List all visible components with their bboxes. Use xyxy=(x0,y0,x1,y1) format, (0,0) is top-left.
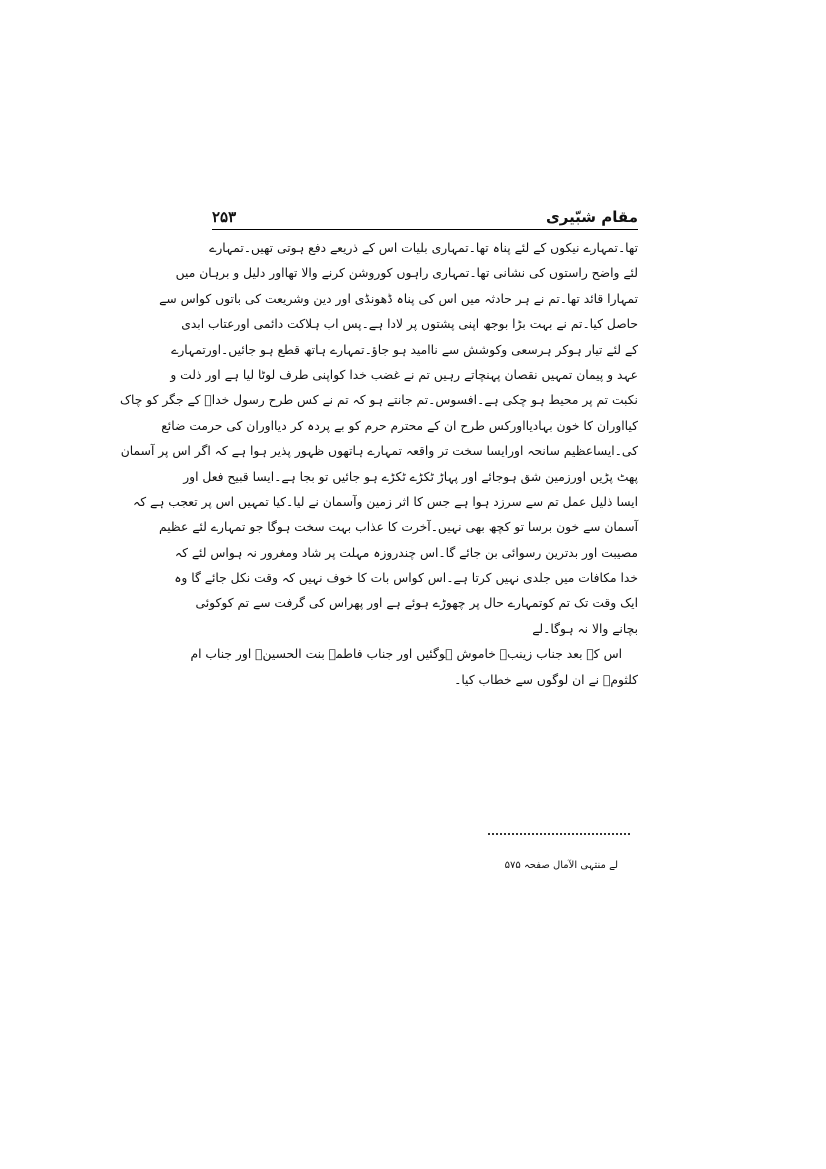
paragraph-line-last: کلثومؑ نے ان لوگوں سے خطاب کیا۔ xyxy=(454,672,638,687)
body-line: نکبت تم پر محیط ہو چکی ہے۔افسوس۔تم جانتے ہو کہ تم نے کس طرح رسول خداؐ کے جگر کو چاک xyxy=(119,393,638,408)
page-number: ۲۵۳ xyxy=(212,208,237,226)
body-line-last: بچانے والا نہ ہوگا۔لے xyxy=(532,621,638,636)
body-line: کیااوران کا خون بہادیااورکس طرح ان کے محترم حرم کو بے پردہ کر دیااوران کی حرمت ضائع xyxy=(161,418,638,433)
body-line: کے لئے تیار ہوکر ہرسعی وکوشش سے ناامید ہو جاؤ۔تمہارے ہاتھ قطع ہو جائیں۔اورتمہارے xyxy=(171,342,638,357)
header-rule xyxy=(212,229,638,230)
body-line: حاصل کیا۔تم نے بہت بڑا بوجھ اپنی پشتوں پر لادا ہے۔پس اب ہلاکت دائمی اورعتاب ابدی xyxy=(181,317,638,332)
body-text xyxy=(119,236,638,693)
body-line: پھٹ پڑیں اورزمین شق ہوجائے اور پہاڑ ٹکڑے ٹکڑے ہو جائیں تو بجا ہے۔ایسا قبیح فعل اور xyxy=(183,469,638,484)
body-line: لئے واضح راستوں کی نشانی تھا۔تمہاری راہوں کوروشن کرنے والا تھااور دلیل و برہان میں xyxy=(175,266,638,281)
paragraph-line: اس کے بعد جناب زینبؑ خاموش ہوگئیں اور جناب فاطمہ بنت الحسینؑ اور جناب ام xyxy=(190,647,622,662)
body-line: تمہارا قائد تھا۔تم نے ہر حادثہ میں اس کی پناہ ڈھونڈی اور دین وشریعت کی باتوں کواس سے xyxy=(159,291,638,306)
page-header xyxy=(212,200,638,226)
body-line: آسمان سے خون برسا تو کچھ بھی نہیں۔آخرت کا عذاب بہت سخت ہوگا جو تمہارے لئے عظیم xyxy=(159,520,638,535)
body-line: خدا مکافات میں جلدی نہیں کرتا ہے۔اس کواس بات کا خوف نہیں کہ وقت نکل جائے گا وہ xyxy=(174,571,638,586)
body-line: تھا۔تمہارے نیکوں کے لئے پناہ تھا۔تمہاری بلیات اس کے ذریعے دفع ہوتی تھیں۔تمہارے xyxy=(209,241,638,255)
body-line: عہد و پیمان تمہیں نقصان پہنچاتے رہیں تم نے غضب خدا کواپنی طرف لوٹا لیا ہے اور ذلت و xyxy=(170,367,638,382)
running-title: مقام شبّیری xyxy=(545,208,638,226)
body-line: ایسا ذلیل عمل تم سے سرزد ہوا ہے جس کا اثر زمین وآسمان نے لیا۔کیا تمہیں اس پر تعجب ہے کہ xyxy=(132,494,638,509)
body-line: کی۔ایساعظیم سانحہ اورایسا سخت تر واقعہ تمہارے ہاتھوں ظہور پذیر ہوا ہے کہ اگر اس پر آسمان xyxy=(120,444,638,459)
footnote: لے منتہی الآمال صفحہ ۵۷۵ xyxy=(504,860,618,871)
body-line: مصیبت اور بدترین رسوائی بن جائے گا۔اس چندروزہ مہلت پر شاد ومغرور نہ ہواس لئے کہ xyxy=(174,545,638,560)
body-line: ایک وقت تک تم کوتمہارے حال پر چھوڑے ہوئے ہے اور پھراس کی گرفت سے تم کوکوئی xyxy=(195,596,638,611)
footnote-separator xyxy=(488,833,630,835)
